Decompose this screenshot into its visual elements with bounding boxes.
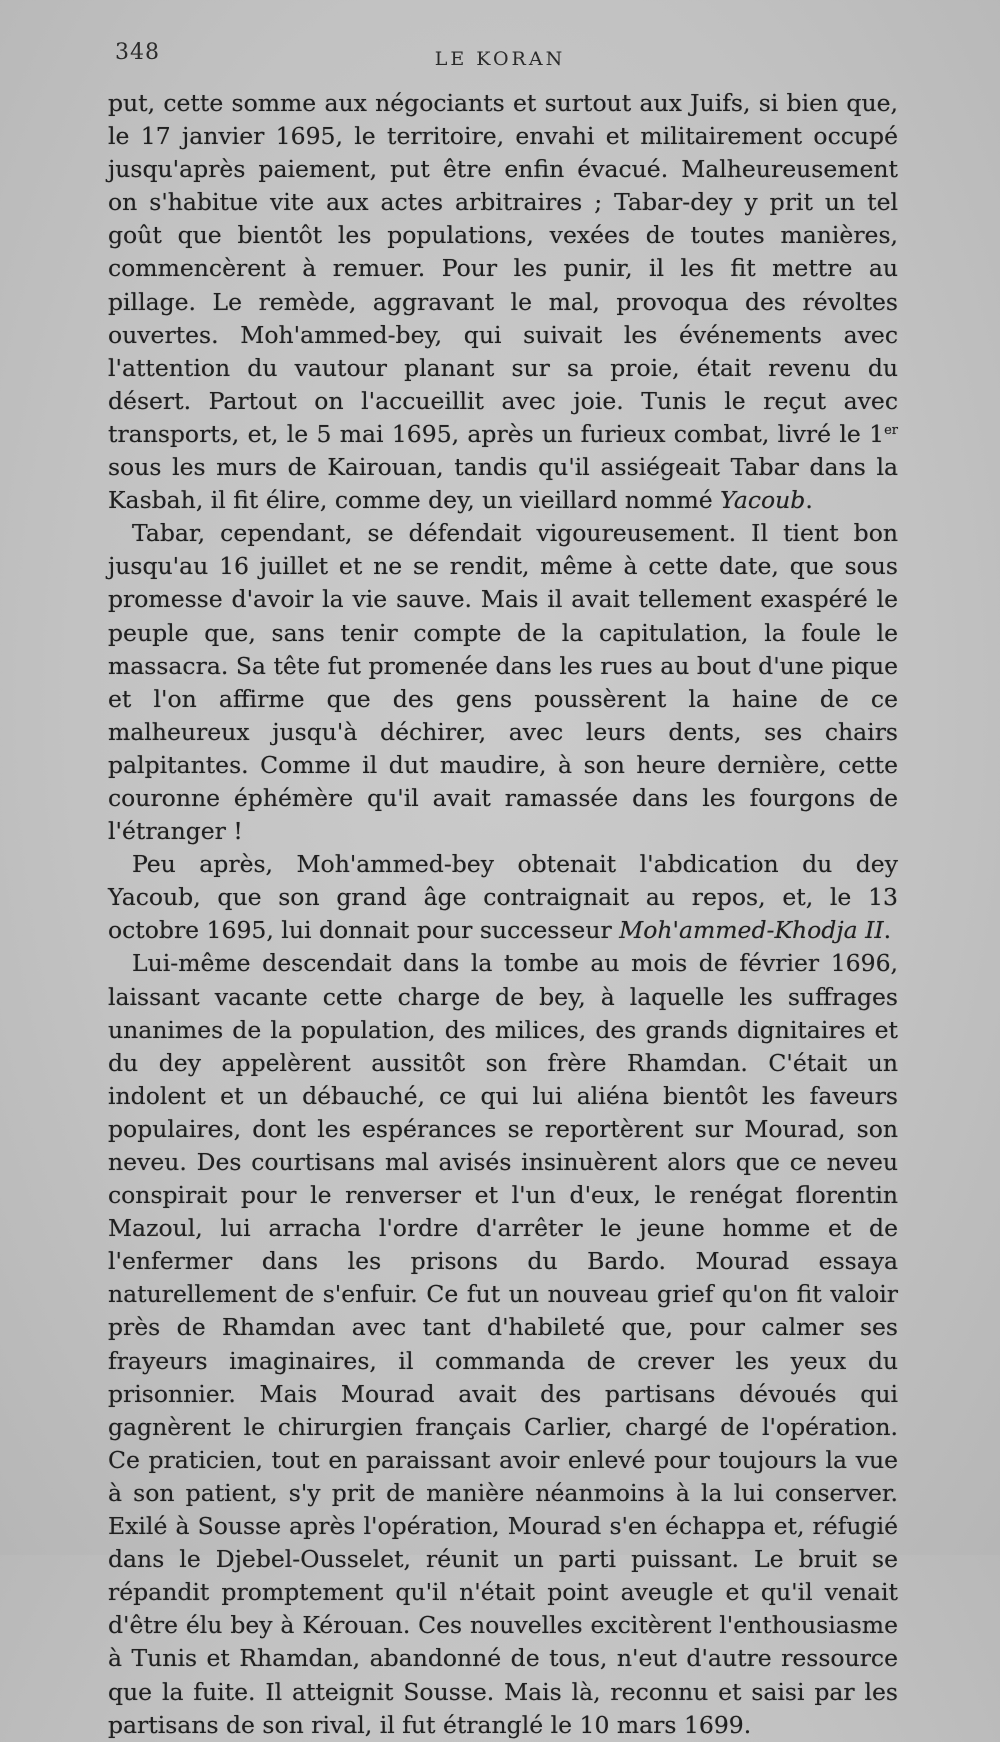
italic-name: Moh'ammed-Khodja II [619,916,884,945]
page-number: 348 [115,40,160,65]
superscript: er [884,422,898,438]
paragraph-text: . [805,486,813,515]
paragraph [108,848,898,947]
page-header [110,40,890,80]
paragraph-text: . [883,916,892,945]
body-text [108,87,898,1742]
paragraph-text: put, cette somme aux négociants et surtout aux Juifs, si bien que, le 17 janvier 1695, le territoire, envahi et militairement occupé jusqu'après paiement, put être enfin évacué. Malheureusement on s'habitue vite aux actes arbitraires ; Tabar-dey y prit un tel goût que bientôt les populations, vexées de toutes manières, commencèrent à remuer. Pour les punir, il les fit mettre au pillage. Le remède, aggravant le mal, provoqua des révoltes ouvertes. Moh'ammed-bey, qui suivait les événements avec l'attention du vautour planant sur sa proie, était revenu du désert. Partout on l'accueillit avec joie. Tunis le reçut avec transports, et, le 5 mai 1695, après un furieux combat, livré le 1 [108,89,898,448]
paragraph-text: Tabar, cependant, se défendait vigoureusement. Il tient bon jusqu'au 16 juillet et ne se rendit, même à cette date, que sous promesse d'avoir la vie sauve. Mais il avait tellement exaspéré le peuple que, sans tenir compte de la capitulation, la foule le massacra. Sa tête fut promenée dans les rues au bout d'une pique et l'on affirme que des gens poussèrent la haine de ce malheureux jusqu'à déchirer, avec leurs dents, ses chairs palpitantes. Comme il dut maudire, à son heure dernière, cette couronne éphémère qu'il avait ramassée dans les fourgons de l'étranger ! [108,519,898,846]
paragraph-text: Lui-même descendait dans la tombe au mois de février 1696, laissant vacante cette charge de bey, à laquelle les suffrages unanimes de la population, des milices, des grands dignitaires et du dey appelèrent aussitôt son frère Rhamdan. C'était un indolent et un débauché, ce qui lui aliéna bientôt les faveurs populaires, dont les espérances se reportèrent sur Mourad, son neveu. Des courtisans mal avisés insinuèrent alors que ce neveu conspirait pour le renverser et l'un d'eux, le renégat florentin Mazoul, lui arracha l'ordre d'arrêter le jeune homme et de l'enfermer dans les prisons du Bardo. Mourad essaya naturellement de s'enfuir. Ce fut un nouveau grief qu'on fit valoir près de Rhamdan avec tant d'habileté que, pour calmer ses frayeurs imaginaires, il commanda de crever les yeux du prisonnier. Mais Mourad avait des partisans dévoués qui gagnèrent le chirurgien français Carlier, chargé de l'opération. Ce praticien, tout en paraissant avoir enlevé pour toujours la vue à son patient, s'y prit de manière néanmoins à la lui conserver. Exilé à Sousse après l'opération, Mourad s'en échappa et, réfugié dans le Djebel-Ousselet, réunit un parti puissant. Le bruit se répandit promptement qu'il n'était point aveugle et qu'il venait d'être élu bey à Kérouan. Ces nouvelles excitèrent l'enthousiasme à Tunis et Rhamdan, abandonné de tous, n'eut d'autre ressource que la fuite. Il atteignit Sousse. Mais là, reconnu et saisi par les partisans de son rival, il fut étranglé le 10 mars 1699. [108,949,898,1739]
paragraph [108,87,898,517]
running-title: LE KORAN [434,48,566,70]
paragraph-text: sous les murs de Kairouan, tandis qu'il assiégeait Tabar dans la Kasbah, il fit élire, comme dey, un vieillard nommé [108,453,898,515]
paragraph [108,947,898,1741]
paragraph-text: Peu après, Moh'ammed-bey obtenait l'abdication du dey Yacoub, que son grand âge contraignait au repos, et, le 13 octobre 1695, lui donnait pour successeur [108,850,898,945]
italic-name: Yacoub [720,486,806,515]
paragraph [108,517,898,848]
